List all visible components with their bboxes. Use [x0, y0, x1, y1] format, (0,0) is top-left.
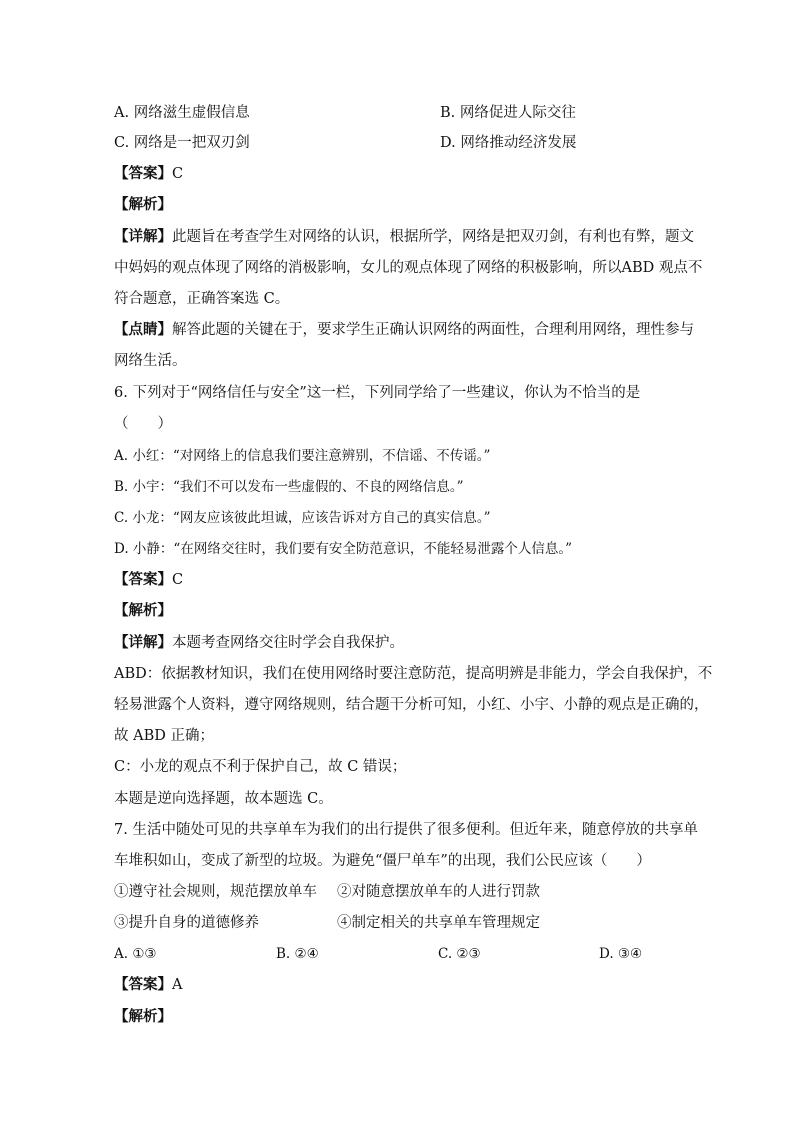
- q6-detail: [114, 633, 404, 653]
- answer-tag: 【答案】: [114, 976, 172, 993]
- q5-detail-line-1: [114, 227, 694, 247]
- q5-point-line-1: [114, 320, 694, 340]
- answer-tag: 【答案】: [114, 165, 172, 182]
- q7-stem-line-2: 车堆积如山，变成了新型的垃圾。为避免“僵尸单车”的出现，我们公民应该（ ）: [114, 853, 651, 869]
- q7-option-a: A. ①③: [114, 946, 157, 962]
- q7-option-d: D. ③④: [599, 946, 643, 962]
- detail-tag: 【详解】: [114, 634, 172, 651]
- q5-analysis: [114, 195, 172, 215]
- detail-text: 本题考查网络交往时学会自我保护。: [172, 635, 404, 651]
- q7-option-b: B. ②④: [276, 946, 319, 962]
- detail-text: 此题旨在考查学生对网络的认识，根据所学，网络是把双刃剑，有利也有弊，题文: [172, 229, 694, 245]
- q5-option-c: C. 网络是一把双刃剑: [114, 135, 250, 151]
- q6-option-c: C. 小龙：“网友应该彼此坦诚，应该告诉对方自己的真实信息。”: [114, 510, 491, 526]
- q7-answer: [114, 975, 182, 995]
- point-tag: 【点睛】: [114, 321, 172, 338]
- q6-paren: （ ）: [114, 416, 172, 432]
- q7-analysis: [114, 1007, 172, 1027]
- q5-answer: [114, 164, 183, 184]
- q6-line-3: 故 ABD 正确；: [114, 728, 214, 744]
- q6-option-a: A. 小红：“对网络上的信息我们要注意辨别，不信谣、不传谣。”: [114, 448, 491, 464]
- answer-value: C: [172, 572, 184, 588]
- q5-point-line-2: 网络生活。: [114, 353, 187, 369]
- q7-stem-line-1: 7. 生活中随处可见的共享单车为我们的出行提供了很多便利。但近年来，随意停放的共享单: [114, 822, 698, 838]
- q6-line-4: C：小龙的观点不利于保护自己，故 C 错误；: [114, 759, 407, 775]
- analysis-tag: 【解析】: [114, 1008, 172, 1025]
- q6-line-2: 轻易泄露个人资料，遵守网络规则，结合题干分析可知，小红、小宇、小静的观点是正确的，: [114, 697, 709, 713]
- answer-value: C: [172, 166, 184, 182]
- point-text: 解答此题的关键在于，要求学生正确认识网络的两面性，合理利用网络，理性参与: [172, 322, 694, 338]
- q6-answer: [114, 570, 183, 590]
- q5-option-a: A. 网络滋生虚假信息: [114, 105, 250, 121]
- q5-detail-line-3: 符合题意，正确答案选 C。: [114, 291, 290, 307]
- detail-tag: 【详解】: [114, 228, 172, 245]
- q7-statement-4: ④制定相关的共享单车管理规定: [337, 915, 540, 931]
- q6-stem: 6. 下列对于“网络信任与安全”这一栏，下列同学给了一些建议，你认为不恰当的是: [114, 385, 641, 401]
- q6-option-b: B. 小宇：“我们不可以发布一些虚假的、不良的网络信息。”: [114, 479, 464, 495]
- q6-option-d: D. 小静：“在网络交往时，我们要有安全防范意识，不能轻易泄露个人信息。”: [114, 541, 572, 557]
- analysis-tag: 【解析】: [114, 196, 172, 213]
- answer-tag: 【答案】: [114, 571, 172, 588]
- analysis-tag: 【解析】: [114, 602, 172, 619]
- q6-line-1: ABD：依据教材知识，我们在使用网络时要注意防范，提高明辨是非能力，学会自我保护，不: [114, 666, 713, 682]
- answer-value: A: [172, 977, 183, 993]
- q6-analysis: [114, 601, 172, 621]
- q7-statement-3: ③提升自身的道德修养: [114, 915, 259, 931]
- q5-detail-line-2: 中妈妈的观点体现了网络的消极影响，女儿的观点体现了网络的积极影响，所以ABD 观点不: [114, 260, 703, 276]
- q7-statement-2: ②对随意摆放单车的人进行罚款: [337, 884, 540, 900]
- q5-option-d: D. 网络推动经济发展: [440, 135, 577, 151]
- q7-statement-1: ①遵守社会规则，规范摆放单车: [114, 884, 317, 900]
- q7-option-c: C. ②③: [438, 946, 481, 962]
- q6-line-5: 本题是逆向选择题，故本题选 C。: [114, 791, 333, 807]
- q5-option-b: B. 网络促进人际交往: [440, 105, 576, 121]
